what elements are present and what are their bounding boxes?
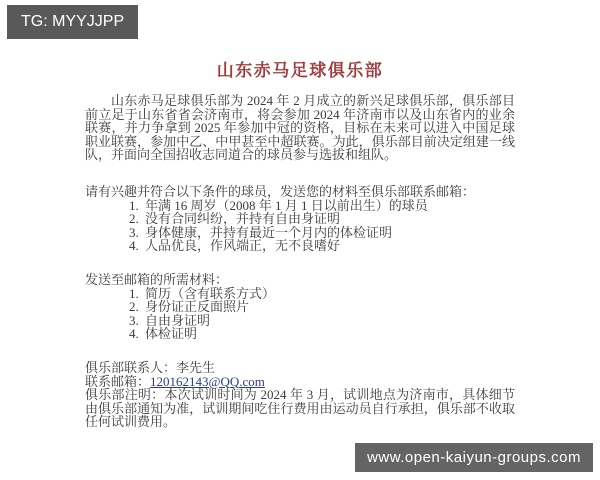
requirements-list [85,199,515,253]
watermark: www.open-kaiyun-groups.com [355,443,593,472]
list-item: 2. 身份证正反面照片 [142,300,515,314]
materials-heading: 发送至邮箱的所需材料： [85,271,229,287]
list-item: 4. 体检证明 [142,327,515,341]
document-title: 山东赤马足球俱乐部 [216,61,384,80]
contact-email-line [85,375,515,389]
contact-person-line: 俱乐部联系人：李先生 [85,359,216,375]
intro-paragraph: 山东赤马足球俱乐部为 2024 年 2 月成立的新兴足球俱乐部，俱乐部目前立足于山东省省会济南市，将会参加 2024 年济南市以及山东省内的业余联赛，并力争拿到 2025 年参加中冠的资格，目标在未来可以进入中国足球职业联赛，参加中乙、中甲甚至中超联赛。为此，俱乐部目前决定组建一线队，并面向全国招收志同道合的球员参与选拔和组队。 [85,93,515,163]
list-item: 3. 身体健康，并持有最近一个月内的体检证明 [142,226,515,240]
email-link[interactable]: 120162143@QQ.com [150,373,265,389]
email-label: 联系邮箱： [85,373,151,389]
list-item: 1. 年满 16 周岁（2008 年 1 月 1 日以前出生）的球员 [142,199,515,213]
materials-list [85,287,515,341]
list-item: 1. 简历（含有联系方式） [142,287,515,301]
note-paragraph: 俱乐部注明：本次试训时间为 2024 年 3 月，试训地点为济南市，具体细节由俱乐部通知为准，试训期间吃住行费用由运动员自行承担，俱乐部不收取任何试训费用。 [85,387,515,430]
announcement-document [85,60,515,429]
list-item: 2. 没有合同纠纷，并持有自由身证明 [142,212,515,226]
list-item: 4. 人品优良，作风端正，无不良嗜好 [142,239,515,253]
list-item: 3. 自由身证明 [142,314,515,328]
telegram-badge: TG: MYYJJPP [7,5,138,39]
requirements-heading: 请有兴趣并符合以下条件的球员，发送您的材料至俱乐部联系邮箱： [85,183,476,199]
